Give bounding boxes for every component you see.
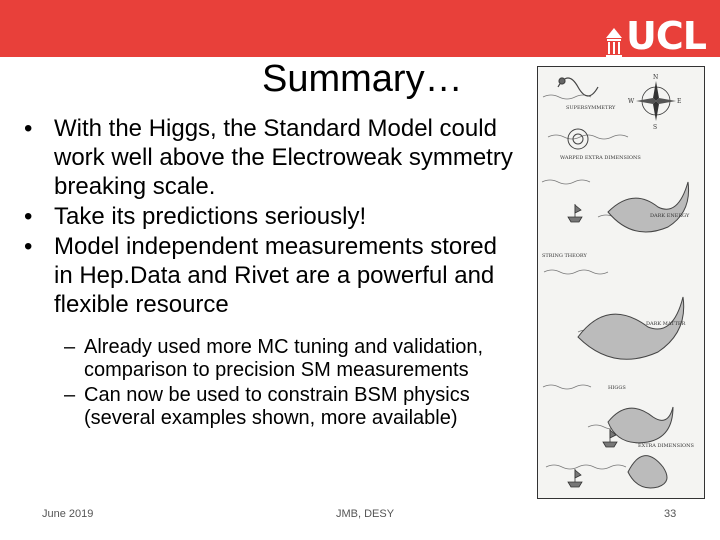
footer-date: June 2019 — [42, 508, 94, 520]
map-label: EXTRA DIMENSIONS — [638, 443, 694, 449]
compass-rose-icon — [628, 74, 681, 131]
compass-s-label: S — [653, 124, 658, 131]
map-label: HIGGS — [608, 385, 626, 391]
map-label: DARK ENERGY — [650, 213, 690, 219]
sub-bullet-item: – Can now be used to constrain BSM physics (several examples shown, more available) — [64, 384, 514, 430]
compass-e-label: E — [677, 98, 682, 105]
bullet-item: • Model independent measurements stored in Hep.Data and Rivet are a powerful and flexible resource — [22, 232, 522, 319]
slide-title: Summary… — [262, 58, 463, 100]
compass-n-label: N — [653, 74, 659, 81]
map-label: SUPERSYMMETRY — [566, 105, 616, 111]
sea-monster-map-image — [537, 66, 705, 499]
map-label: WARPED EXTRA DIMENSIONS — [560, 155, 641, 161]
map-illustration — [538, 67, 704, 498]
map-label: DARK MATTER — [646, 321, 686, 327]
footer-page-number: 33 — [664, 508, 677, 520]
map-label: STRING THEORY — [542, 253, 587, 259]
sub-bullet-list — [64, 336, 514, 432]
bullet-item: • Take its predictions seriously! — [22, 202, 522, 231]
portico-icon — [606, 28, 622, 58]
logo-text: UCL — [626, 14, 706, 58]
compass-w-label: W — [628, 98, 635, 105]
bullet-item: • With the Higgs, the Standard Model could work well above the Electroweak symmetry breaking scale. — [22, 114, 522, 201]
ucl-logo — [606, 14, 706, 58]
sea-serpent-icon — [558, 78, 598, 96]
bullet-list — [22, 114, 522, 320]
header-bar — [0, 0, 720, 57]
footer-author: JMB, DESY — [336, 508, 395, 520]
sub-bullet-item: – Already used more MC tuning and validation, comparison to precision SM measurements — [64, 336, 514, 382]
